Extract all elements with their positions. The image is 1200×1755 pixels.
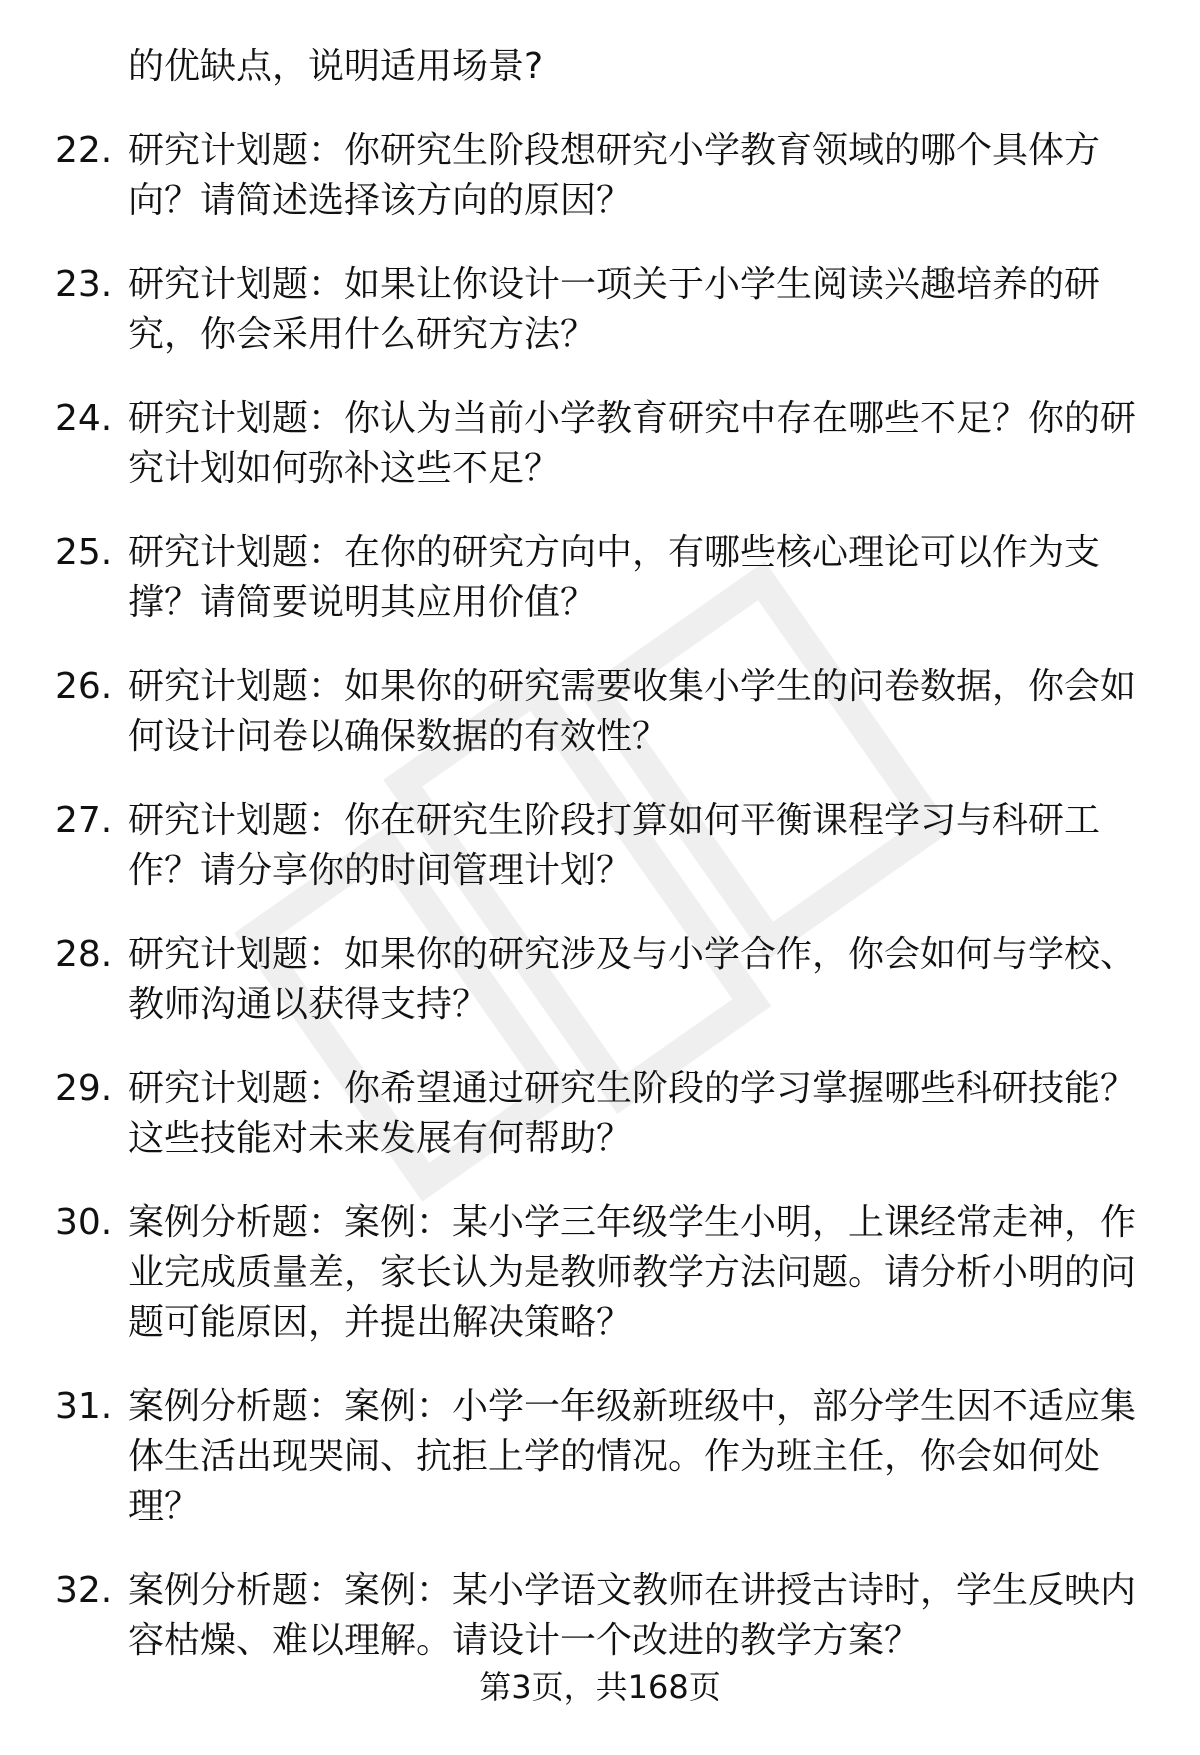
question-number: 25.	[55, 532, 113, 573]
question-line: 研究计划题：你希望通过研究生阶段的学习掌握哪些科研技能？	[128, 1068, 1137, 1109]
question-line: 研究计划题：如果你的研究需要收集小学生的问卷数据，你会如	[128, 666, 1137, 707]
question-number: 32.	[55, 1570, 113, 1611]
question-number: 27.	[55, 800, 113, 841]
question-item	[0, 126, 1200, 226]
question-number: 24.	[55, 398, 113, 439]
page-footer: 第3页，共168页	[479, 1668, 721, 1706]
question-item	[0, 528, 1200, 628]
question-item	[0, 930, 1200, 1030]
question-item	[0, 1064, 1200, 1164]
question-line: 案例分析题：案例：某小学三年级学生小明，上课经常走神，作	[128, 1202, 1137, 1243]
question-line: 理？	[128, 1486, 201, 1527]
question-number: 28.	[55, 934, 113, 975]
question-item	[0, 796, 1200, 896]
question-line: 业完成质量差，家长认为是教师教学方法问题。请分析小明的问	[128, 1252, 1137, 1293]
question-line: 这些技能对未来发展有何帮助？	[128, 1118, 633, 1159]
question-item	[0, 1566, 1200, 1666]
question-line: 研究计划题：如果让你设计一项关于小学生阅读兴趣培养的研	[128, 264, 1101, 305]
question-line: 研究计划题：你认为当前小学教育研究中存在哪些不足？你的研	[128, 398, 1137, 439]
question-number: 31.	[55, 1386, 113, 1427]
question-line: 向？请简述选择该方向的原因？	[128, 180, 633, 221]
question-line: 教师沟通以获得支持？	[128, 984, 489, 1025]
question-number: 26.	[55, 666, 113, 707]
question-line: 研究计划题：在你的研究方向中，有哪些核心理论可以作为支	[128, 532, 1101, 573]
question-line: 作？请分享你的时间管理计划？	[128, 850, 633, 891]
question-number: 22.	[55, 130, 113, 171]
question-item	[0, 260, 1200, 360]
question-line: 体生活出现哭闹、抗拒上学的情况。作为班主任，你会如何处	[128, 1436, 1101, 1477]
question-line: 容枯燥、难以理解。请设计一个改进的教学方案？	[128, 1620, 921, 1661]
question-item	[0, 1198, 1200, 1348]
question-line: 研究计划题：如果你的研究涉及与小学合作，你会如何与学校、	[128, 934, 1137, 975]
question-item	[0, 394, 1200, 494]
question-line: 研究计划题：你在研究生阶段打算如何平衡课程学习与科研工	[128, 800, 1101, 841]
question-line: 案例分析题：案例：某小学语文教师在讲授古诗时，学生反映内	[128, 1570, 1137, 1611]
question-line: 究，你会采用什么研究方法？	[128, 314, 597, 355]
continuation-text: 的优缺点，说明适用场景?	[128, 46, 544, 87]
question-line: 撑？请简要说明其应用价值？	[128, 582, 597, 623]
question-item	[0, 1382, 1200, 1532]
question-line: 题可能原因，并提出解决策略？	[128, 1302, 633, 1343]
question-number: 30.	[55, 1202, 113, 1243]
question-item	[0, 662, 1200, 762]
question-list	[0, 42, 1200, 1700]
question-line: 何设计问卷以确保数据的有效性？	[128, 716, 669, 757]
question-number: 23.	[55, 264, 113, 305]
question-line: 究计划如何弥补这些不足？	[128, 448, 561, 489]
question-line: 研究计划题：你研究生阶段想研究小学教育领域的哪个具体方	[128, 130, 1101, 171]
question-line: 案例分析题：案例：小学一年级新班级中，部分学生因不适应集	[128, 1386, 1137, 1427]
question-number: 29.	[55, 1068, 113, 1109]
